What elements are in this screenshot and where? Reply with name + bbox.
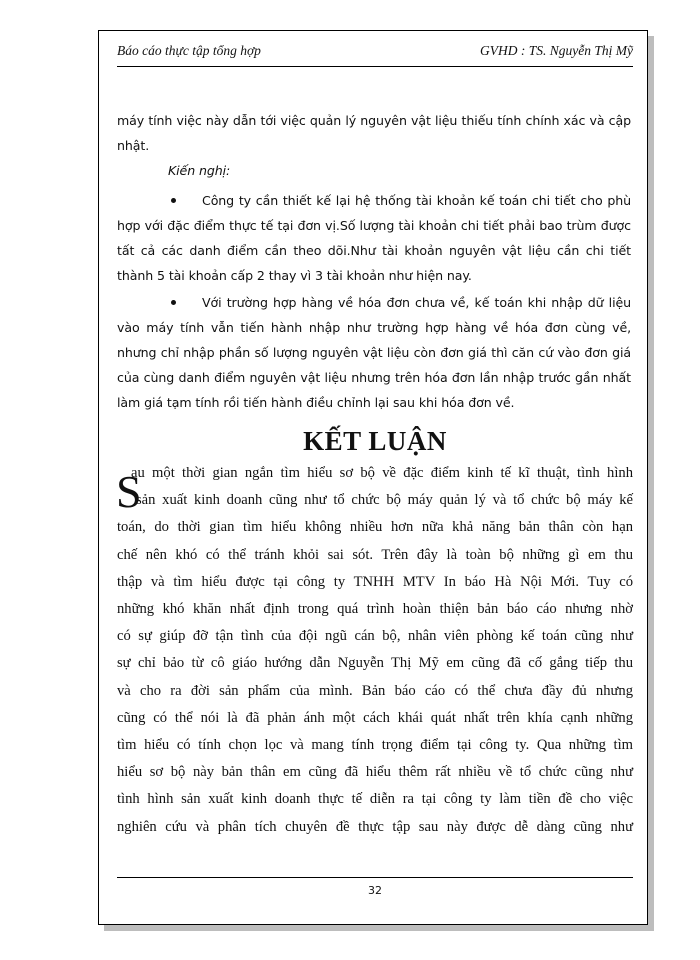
conclusion-line: tình hình sản xuất kinh doanh thực tế diễn ra tại công ty làm tiền đề cho việc xyxy=(117,791,633,808)
conclusion-line: sự chỉ bảo từ cô giáo hướng dẫn Nguyễn Thị Mỹ em cũng đã cố gắng tiếp thu xyxy=(117,655,633,672)
recommendation-bullet-1 xyxy=(117,188,631,288)
conclusion-title: KẾT LUẬN xyxy=(303,426,447,456)
conclusion-line: cũng có thể nói là đã phản ánh một cách khái quát nhất trên khía cạnh những xyxy=(117,709,633,726)
recommendation-bullet-2 xyxy=(117,290,631,415)
page-number: 32 xyxy=(368,884,382,897)
conclusion-line: có sự giúp đỡ tận tình của đội ngũ cán bộ, nhân viên phòng kế toán cũng như xyxy=(117,628,633,645)
intro-line-2: nhật. xyxy=(117,138,150,153)
recommendation-text-2: Với trường hợp hàng về hóa đơn chưa về, kế toán khi nhập dữ liệu vào máy tính vẫn tiến hành nhập như trường hợp hàng về hóa đơn cùng về, nhưng chỉ nhập phần số lượng nguyên vật liệu còn đơn giá thì căn cứ vào đơn giá của cùng danh điểm nguyên vật liệu nhưng trên hóa đơn lần nhập trước gần nhất làm giá tạm tính rồi tiến hành điều chỉnh lại sau khi hóa đơn về. xyxy=(117,295,631,410)
conclusion-line: thập và tìm hiểu được tại công ty TNHH MTV In báo Hà Nội Mới. Tuy có xyxy=(117,573,633,590)
bullet-dot-icon xyxy=(171,300,176,305)
conclusion-line: toán, do thời gian tìm hiểu không nhiều hơn nữa khả năng bản thân còn hạn xyxy=(117,519,633,536)
intro-line-1: máy tính việc này dẫn tới việc quản lý nguyên vật liệu thiếu tính chính xác và cập xyxy=(117,113,631,128)
kien-nghi-heading: Kiến nghị: xyxy=(168,163,231,178)
conclusion-line: sản xuất kinh doanh cũng như tổ chức bộ máy quản lý và tổ chức bộ máy kế xyxy=(136,492,633,509)
conclusion-line: au một thời gian ngắn tìm hiểu sơ bộ về đặc điểm kinh tế kĩ thuật, tình hình xyxy=(131,465,633,481)
bullet-dot-icon xyxy=(171,198,176,203)
conclusion-line: chế nên khó có thể tránh khỏi sai sót. Trên đây là toàn bộ những gì em thu xyxy=(117,546,633,563)
header-report-title: Báo cáo thực tập tổng hợp xyxy=(117,43,261,58)
recommendation-text-1: Công ty cần thiết kế lại hệ thống tài khoản kế toán chi tiết cho phù hợp với đặc điểm thực tế tại đơn vị.Số lượng tài khoản chi tiết phải bao trùm được tất cả các danh điểm cần theo dõi.Như tài khoản nguyên vật liệu cần chi tiết thành 5 tài khoản cấp 2 thay vì 3 tài khoản như hiện nay. xyxy=(117,193,631,283)
header-rule xyxy=(117,66,633,67)
conclusion-line: hiểu sơ bộ này bản thân em cũng đã hiểu thêm rất nhiều về tổ chức cũng như xyxy=(117,764,633,781)
conclusion-line: nghiên cứu và phân tích chuyên đề thực tập sau này được dễ dàng cũng như xyxy=(117,818,633,835)
conclusion-line: tìm hiểu có tính chọn lọc và mang tính trọng điểm tại công ty. Qua những tìm xyxy=(117,737,633,754)
conclusion-paragraph xyxy=(117,460,633,841)
footer-rule xyxy=(117,877,633,878)
conclusion-line: những khó khăn nhất định trong quá trình hoàn thiện bản báo cáo nhưng nhờ xyxy=(117,601,633,618)
header-supervisor: GVHD : TS. Nguyễn Thị Mỹ xyxy=(480,43,633,58)
conclusion-line: và cho ra đời sản phẩm của mình. Bản báo cáo có thể chưa đầy đủ nhưng xyxy=(117,682,633,699)
conclusion-dropcap: S xyxy=(116,466,142,517)
